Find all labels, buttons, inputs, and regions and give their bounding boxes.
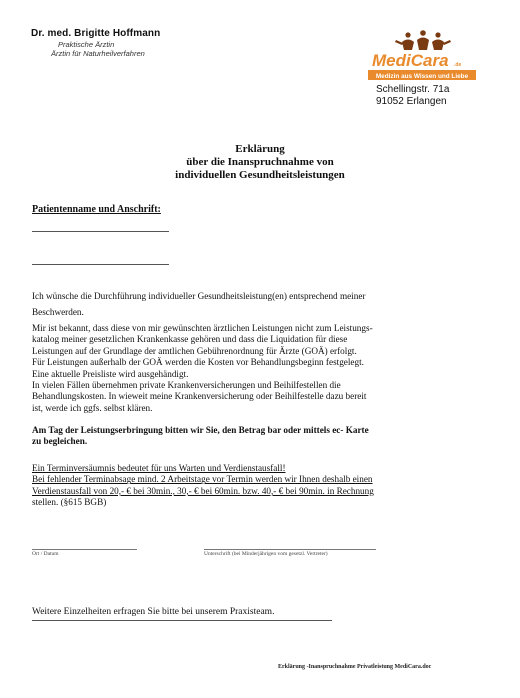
medicara-logo bbox=[366, 28, 480, 82]
doctor-specialty: Ärztin für Naturheilverfahren bbox=[51, 49, 145, 58]
text-line: Für Leistungen außerhalb der GOÄ werden die Kosten vor Behandlungsbeginn festgelegt. bbox=[32, 357, 364, 368]
text-line: Eine aktuelle Preisliste wird ausgehändigt. bbox=[32, 368, 189, 379]
text-line: zu begleichen. bbox=[32, 436, 88, 447]
document-title-line-2: über die Inanspruchnahme von bbox=[186, 156, 334, 168]
text-line: katalog meiner gesetzlichen Krankenkasse gehören und dass die Liquidation für diese bbox=[32, 334, 348, 345]
text-line: Ein Terminversäumnis bedeutet für uns Warten und Verdienstausfall! bbox=[32, 463, 286, 473]
text-line: Leistungen auf der Grundlage der amtlichen Gebührenordnung für Ärzte (GOÄ) erfolgt. bbox=[32, 345, 357, 356]
missed-appointment-paragraph bbox=[32, 463, 462, 509]
figures-icon bbox=[395, 30, 451, 50]
text-line: Bei fehlender Terminabsage mind. 2 Arbeitstage vor Termin werden wir Ihnen deshalb einen bbox=[32, 474, 373, 485]
signature-line bbox=[204, 549, 376, 550]
patient-name-line bbox=[32, 231, 169, 232]
patient-address-line bbox=[32, 264, 169, 265]
logo-suffix: .de bbox=[454, 62, 462, 68]
billing-paragraph bbox=[32, 323, 462, 414]
footer-underline bbox=[32, 620, 332, 621]
text-line: Behandlungskosten. In wieweit meine Krankenversicherung oder Beihilfestelle dazu bereit bbox=[32, 391, 367, 402]
document-title-line-3: individuellen Gesundheitsleistungen bbox=[175, 169, 345, 181]
text-line: Mir ist bekannt, dass diese von mir gewünschten ärztlichen Leistungen nicht zum Leistungs- bbox=[32, 323, 373, 333]
address-city: 91052 Erlangen bbox=[376, 96, 447, 107]
text-line: ist, werde ich ggfs. selbst klären. bbox=[32, 402, 153, 413]
request-paragraph: Ich wünsche die Durchführung individueller Gesundheitsleistung(en) entsprechend meiner bbox=[32, 291, 366, 301]
request-paragraph-end: Beschwerden. bbox=[32, 307, 84, 317]
text-line: In vielen Fällen übernehmen private Krankenversicherungen und Beihilfestellen die bbox=[32, 380, 341, 391]
footer-note: Weitere Einzelheiten erfragen Sie bitte bei unserem Praxisteam. bbox=[32, 607, 275, 617]
date-place-line bbox=[32, 549, 137, 550]
payment-notice bbox=[32, 425, 462, 448]
document-title: Erklärung bbox=[235, 143, 285, 155]
logo-tagline: Medizin aus Wissen und Liebe bbox=[375, 73, 469, 80]
signature-label: Unterschrift (bei Minderjährigen vom gesetzl. Vertreter) bbox=[204, 551, 328, 557]
address-street: Schellingstr. 71a bbox=[376, 84, 450, 95]
text-line: Verdienstausfall von 20,- € bei 30min., 30,- € bei 60min. bzw. 40,- € bei 90min. in Rechnung bbox=[32, 485, 374, 496]
text-line: Am Tag der Leistungserbringung bitten wir Sie, den Betrag bar oder mittels ec- Karte bbox=[32, 425, 369, 435]
date-place-label: Ort / Datum bbox=[32, 551, 59, 557]
doctor-name: Dr. med. Brigitte Hoffmann bbox=[31, 28, 161, 39]
doctor-title: Praktische Ärztin bbox=[58, 40, 115, 49]
logo-wordmark: MediCara bbox=[372, 51, 449, 70]
patient-label: Patientenname und Anschrift: bbox=[32, 204, 161, 215]
file-name: Erklärung -Inanspruchnahme Privatleistung MediCara.doc bbox=[278, 664, 432, 670]
text-line: stellen. (§615 BGB) bbox=[32, 497, 107, 508]
